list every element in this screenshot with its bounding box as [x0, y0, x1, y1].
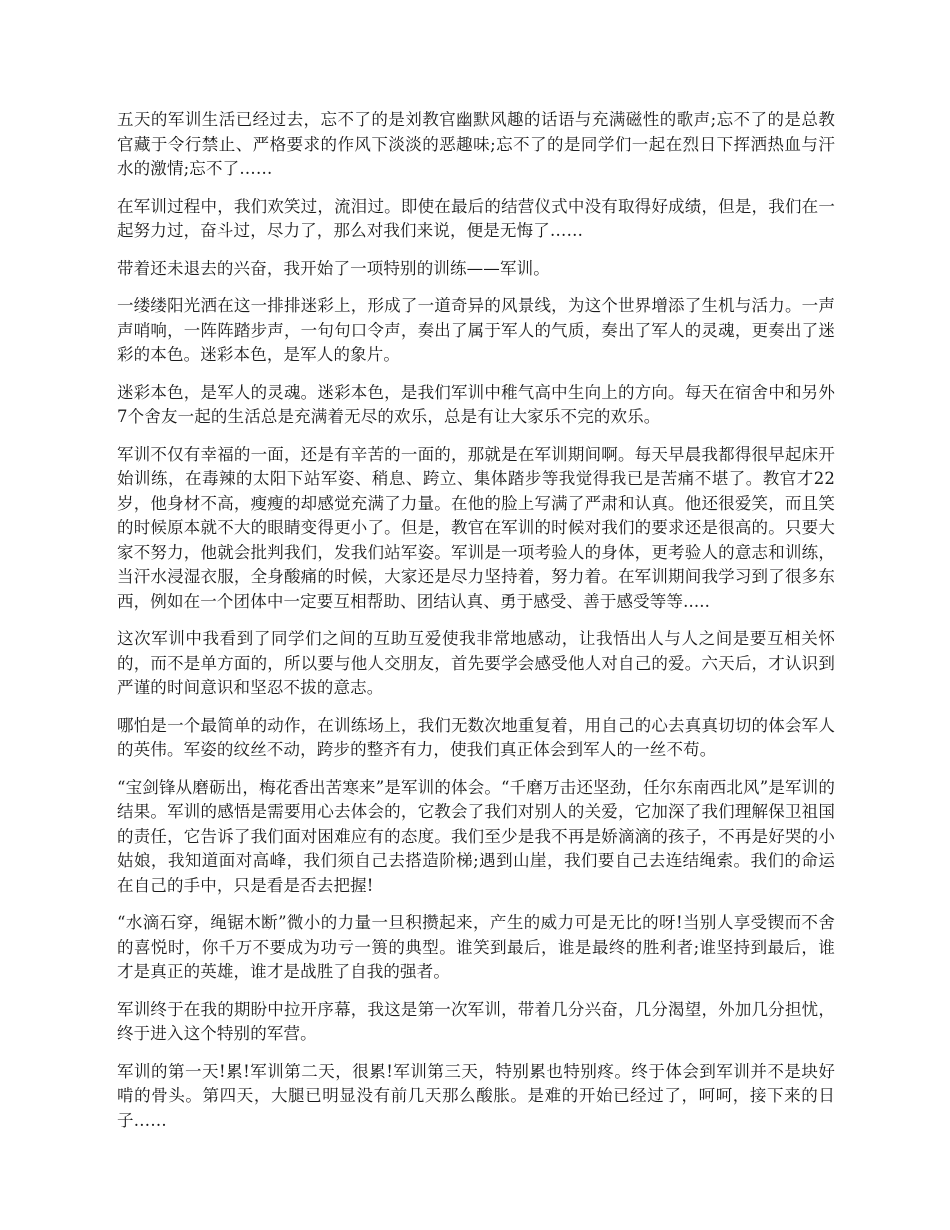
- paragraph: 五天的军训生活已经过去，忘不了的是刘教官幽默风趣的话语与充满磁性的歌声;忘不了的是总教官藏于令行禁止、严格要求的作风下淡淡的恶趣味;忘不了的是同学们一起在烈日下挥洒热血与汗水的激情;忘不了……: [117, 110, 835, 178]
- paragraph: 军训不仅有幸福的一面，还是有辛苦的一面的，那就是在军训期间啊。每天早晨我都得很早起床开始训练，在毒辣的太阳下站军姿、稍息、跨立、集体踏步等我觉得我已是苦痛不堪了。教官才22岁，他身材不高，瘦瘦的却感觉充满了力量。在他的脸上写满了严肃和认真。他还很爱笑，而且笑的时候原本就不大的眼睛变得更小了。但是，教官在军训的时候对我们的要求还是很高的。只要大家不努力，他就会批判我们，发我们站军姿。军训是一项考验人的身体，更考验人的意志和训练，当汗水浸湿衣服，全身酸痛的时候，大家还是尽力坚持着，努力着。在军训期间我学习到了很多东西，例如在一个团体中一定要互相帮助、团结认真、勇于感受、善于感受等等.....: [117, 444, 835, 611]
- paragraph: “宝剑锋从磨砺出，梅花香出苦寒来”是军训的体会。“千磨万击还坚劲，任尔东南西北风”是军训的结果。军训的感悟是需要用心去体会的，它教会了我们对别人的关爱，它加深了我们理解保卫祖国的责任，它告诉了我们面对困难应有的态度。我们至少是我不再是娇滴滴的孩子，不再是好哭的小姑娘，我知道面对高峰，我们须自己去搭造阶梯;遇到山崖，我们要自己去连结绳索。我们的命运在自己的手中，只是看是否去把握!: [117, 777, 835, 895]
- paragraph: 带着还未退去的兴奋，我开始了一项特别的训练——军训。: [117, 258, 550, 278]
- paragraph: 军训的第一天!累!军训第二天，很累!军训第三天，特别累也特别疼。终于体会到军训并不是块好啃的骨头。第四天，大腿已明显没有前几天那么酸胀。是难的开始已经过了，呵呵，接下来的日子……: [117, 1061, 835, 1130]
- paragraph: 迷彩本色，是军人的灵魂。迷彩本色，是我们军训中稚气高中生向上的方向。每天在宿舍中和另外7个舍友一起的生活总是充满着无尽的欢乐，总是有让大家乐不完的欢乐。: [117, 382, 835, 426]
- paragraph: 在军训过程中，我们欢笑过，流泪过。即使在最后的结营仪式中没有取得好成绩，但是，我们在一起努力过，奋斗过，尽力了，那么对我们来说，便是无悔了……: [117, 196, 835, 240]
- paragraph: 一缕缕阳光洒在这一排排迷彩上，形成了一道奇异的风景线，为这个世界增添了生机与活力。一声声哨响，一阵阵踏步声，一句句口令声，奏出了属于军人的气质，奏出了军人的灵魂，更奏出了迷彩的本色。迷彩本色，是军人的象片。: [117, 296, 835, 364]
- paragraph: 军训终于在我的期盼中拉开序幕，我这是第一次军训，带着几分兴奋，几分渴望，外加几分担忧，终于进入这个特别的军营。: [117, 999, 835, 1043]
- paragraph: “水滴石穿，绳锯木断”微小的力量一旦积攒起来，产生的威力可是无比的呀!当别人享受锲而不舍的喜悦时，你千万不要成为功亏一篑的典型。谁笑到最后，谁是最终的胜利者;谁坚持到最后，谁才是真正的英雄，谁才是战胜了自我的强者。: [117, 913, 835, 981]
- paragraph: 这次军训中我看到了同学们之间的互助互爱使我非常地感动，让我悟出人与人之间是要互相关怀的，而不是单方面的，所以要与他人交朋友，首先要学会感受他人对自己的爱。六天后，才认识到严谨的时间意识和坚忍不拔的意志。: [117, 629, 835, 697]
- paragraph: 哪怕是一个最简单的动作，在训练场上，我们无数次地重复着，用自己的心去真真切切的体会军人的英伟。军姿的纹丝不动，跨步的整齐有力，使我们真正体会到军人的一丝不苟。: [117, 715, 835, 759]
- document-body: [117, 108, 835, 1146]
